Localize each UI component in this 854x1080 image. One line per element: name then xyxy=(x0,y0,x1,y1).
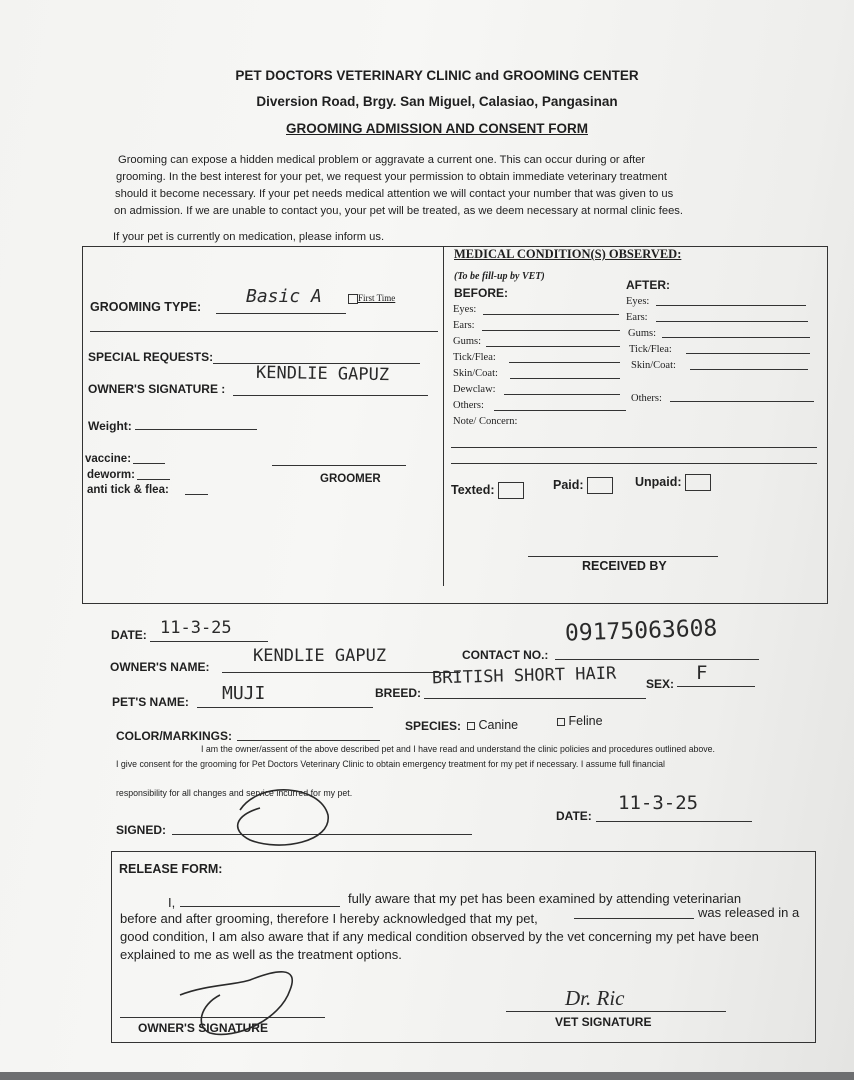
release-owner-signature-label: OWNER'S SIGNATURE xyxy=(138,1021,268,1035)
release-i-label: I, xyxy=(168,895,176,910)
before-label: BEFORE: xyxy=(454,286,508,300)
before-tickflea-line[interactable] xyxy=(509,362,620,363)
release-title: RELEASE FORM: xyxy=(119,862,223,876)
unpaid-checkbox[interactable] xyxy=(685,474,711,491)
signed-label: SIGNED: xyxy=(116,823,167,837)
breed-label: BREED: xyxy=(375,686,422,700)
after-gums-line[interactable] xyxy=(662,337,810,338)
paid-checkbox[interactable] xyxy=(587,477,613,494)
owner-name-line[interactable] xyxy=(222,672,460,673)
paid-label: Paid: xyxy=(553,477,584,492)
release-signature-scribble xyxy=(175,955,305,1045)
release-text: fully aware that my pet has been examined by attending veterinarian xyxy=(348,891,742,906)
vet-signature-label: VET SIGNATURE xyxy=(555,1015,652,1029)
after-others-line[interactable] xyxy=(670,401,814,402)
before-gums-line[interactable] xyxy=(486,346,620,347)
owner-name-value: KENDLIE GAPUZ xyxy=(253,646,387,666)
after-skincoat-label: Skin/Coat: xyxy=(631,360,676,371)
first-time-label: First Time xyxy=(358,293,396,303)
after-eyes-line[interactable] xyxy=(656,305,806,306)
before-skincoat-label: Skin/Coat: xyxy=(453,368,498,379)
release-text: was released in a xyxy=(698,905,800,920)
owner-name-label: OWNER'S NAME: xyxy=(110,660,210,674)
form-title: GROOMING ADMISSION AND CONSENT FORM xyxy=(286,121,588,136)
sex-value: F xyxy=(696,662,708,684)
deworm-label: deworm: xyxy=(87,469,135,481)
vet-signature-value: Dr. Ric xyxy=(565,986,625,1010)
after-ears-label: Ears: xyxy=(626,312,648,323)
date-line[interactable] xyxy=(150,641,268,642)
special-requests-label: SPECIAL REQUESTS: xyxy=(88,350,214,364)
species-feline-option[interactable] xyxy=(557,714,603,728)
release-text: good condition, I am also aware that if any medical condition observed by the vet concerning my pet have been xyxy=(120,929,759,944)
first-time-option[interactable] xyxy=(348,293,395,304)
deworm-line[interactable] xyxy=(137,479,170,480)
owner-signature-scribble xyxy=(220,780,340,860)
note-line[interactable] xyxy=(451,463,817,464)
note-label: Note/ Concern: xyxy=(453,416,518,427)
weight-label: Weight: xyxy=(88,419,132,433)
owner-signature-line[interactable] xyxy=(233,395,428,396)
groomer-label: GROOMER xyxy=(320,473,381,485)
color-markings-label: COLOR/MARKINGS: xyxy=(116,729,232,743)
received-by-line[interactable] xyxy=(528,556,718,557)
unpaid-label: Unpaid: xyxy=(635,474,682,489)
contact-line[interactable] xyxy=(555,659,759,660)
first-time-checkbox[interactable] xyxy=(348,294,358,304)
vet-signature-line[interactable] xyxy=(506,1011,726,1012)
received-by-label: RECEIVED BY xyxy=(582,559,667,573)
date-value: 11-3-25 xyxy=(160,618,232,638)
after-gums-label: Gums: xyxy=(628,328,657,339)
before-dewclaw-line[interactable] xyxy=(504,394,620,395)
texted-label: Texted: xyxy=(451,482,495,497)
grooming-type-label: GROOMING TYPE: xyxy=(90,300,202,314)
after-eyes-label: Eyes: xyxy=(626,296,650,307)
intro-line: on admission. If we are unable to contact you, your pet will be treated, as we deem necessary at normal clinic fees. xyxy=(114,205,683,217)
release-pet-line[interactable] xyxy=(574,918,694,919)
species-canine-option[interactable] xyxy=(467,718,518,732)
grooming-type-line[interactable] xyxy=(216,313,346,314)
intro-line: should it become necessary. If your pet needs medical attention we will contact your number that was given to us xyxy=(115,188,674,200)
before-ears-label: Ears: xyxy=(453,320,475,331)
date-label: DATE: xyxy=(111,628,147,642)
breed-value: BRITISH SHORT HAIR xyxy=(431,663,617,689)
consent-date-line[interactable] xyxy=(596,821,752,822)
release-text: before and after grooming, therefore I hereby acknowledged that my pet, xyxy=(120,911,538,926)
vaccine-label: vaccine: xyxy=(85,453,132,465)
owner-signature-label: OWNER'S SIGNATURE : xyxy=(88,382,226,396)
pet-name-label: PET'S NAME: xyxy=(112,695,189,709)
after-skincoat-line[interactable] xyxy=(690,369,808,370)
owner-signature-value: KENDLIE GAPUZ xyxy=(255,362,390,386)
vaccine-line[interactable] xyxy=(133,463,165,464)
antitick-line[interactable] xyxy=(185,494,208,495)
consent-date-value: 11-3-25 xyxy=(618,792,699,814)
consent-line: I give consent for the grooming for Pet Doctors Veterinary Clinic to obtain emergency treatment for my pet if necessary. I assume full financial xyxy=(116,759,665,769)
after-tickflea-label: Tick/Flea: xyxy=(629,344,672,355)
release-text: explained to me as well as the treatment options. xyxy=(120,947,402,962)
after-label: AFTER: xyxy=(626,278,670,292)
weight-line[interactable] xyxy=(135,429,257,430)
before-ears-line[interactable] xyxy=(482,330,620,331)
before-others-line[interactable] xyxy=(494,410,626,411)
before-dewclaw-label: Dewclaw: xyxy=(453,384,496,395)
pet-name-value: MUJI xyxy=(222,683,266,704)
before-eyes-label: Eyes: xyxy=(453,304,477,315)
after-tickflea-line[interactable] xyxy=(686,353,810,354)
column-divider xyxy=(443,246,444,586)
before-gums-label: Gums: xyxy=(453,336,482,347)
feline-label: Feline xyxy=(568,714,603,728)
contact-value: 09175063608 xyxy=(564,615,718,647)
pet-name-line[interactable] xyxy=(197,707,373,708)
color-markings-line[interactable] xyxy=(237,740,380,741)
consent-date-label: DATE: xyxy=(556,809,592,823)
consent-line: responsibility for all changes and service incurred for my pet. xyxy=(116,788,353,798)
sex-line[interactable] xyxy=(677,686,755,687)
before-skincoat-line[interactable] xyxy=(510,378,620,379)
grooming-extra-line[interactable] xyxy=(90,331,438,332)
texted-checkbox[interactable] xyxy=(498,482,524,499)
intro-line: If your pet is currently on medication, please inform us. xyxy=(113,231,385,243)
canine-label: Canine xyxy=(478,718,519,732)
species-label: SPECIES: xyxy=(405,719,462,733)
medical-subtitle: (To be fill-up by VET) xyxy=(454,271,545,282)
before-tickflea-label: Tick/Flea: xyxy=(453,352,496,363)
unpaid-option[interactable] xyxy=(635,474,711,491)
feline-checkbox[interactable] xyxy=(557,718,565,726)
grooming-type-value: Basic A xyxy=(246,286,322,307)
canine-checkbox[interactable] xyxy=(467,722,475,730)
sex-label: SEX: xyxy=(646,677,675,691)
intro-line: grooming. In the best interest for your pet, we request your permission to obtain immediate veterinary treatment xyxy=(116,171,667,183)
medical-title: MEDICAL CONDITION(S) OBSERVED: xyxy=(454,247,682,261)
intro-line: Grooming can expose a hidden medical problem or aggravate a current one. This can occur during or after xyxy=(118,154,646,166)
release-name-line[interactable] xyxy=(180,906,340,907)
after-ears-line[interactable] xyxy=(656,321,808,322)
after-others-label: Others: xyxy=(631,393,662,404)
groomer-line[interactable] xyxy=(272,465,406,466)
texted-option[interactable] xyxy=(451,482,524,499)
clinic-name: PET DOCTORS VETERINARY CLINIC and GROOMING CENTER xyxy=(235,68,639,83)
note-line[interactable] xyxy=(451,447,817,448)
paid-option[interactable] xyxy=(553,477,613,494)
clinic-address: Diversion Road, Brgy. San Miguel, Calasiao, Pangasinan xyxy=(256,94,618,109)
antitick-label: anti tick & flea: xyxy=(87,484,169,496)
before-others-label: Others: xyxy=(453,400,484,411)
contact-label: CONTACT NO.: xyxy=(462,648,549,662)
breed-line[interactable] xyxy=(424,698,646,699)
before-eyes-line[interactable] xyxy=(483,314,619,315)
consent-line: I am the owner/assent of the above described pet and I have read and understand the clinic policies and procedures outlined above. xyxy=(201,744,715,754)
